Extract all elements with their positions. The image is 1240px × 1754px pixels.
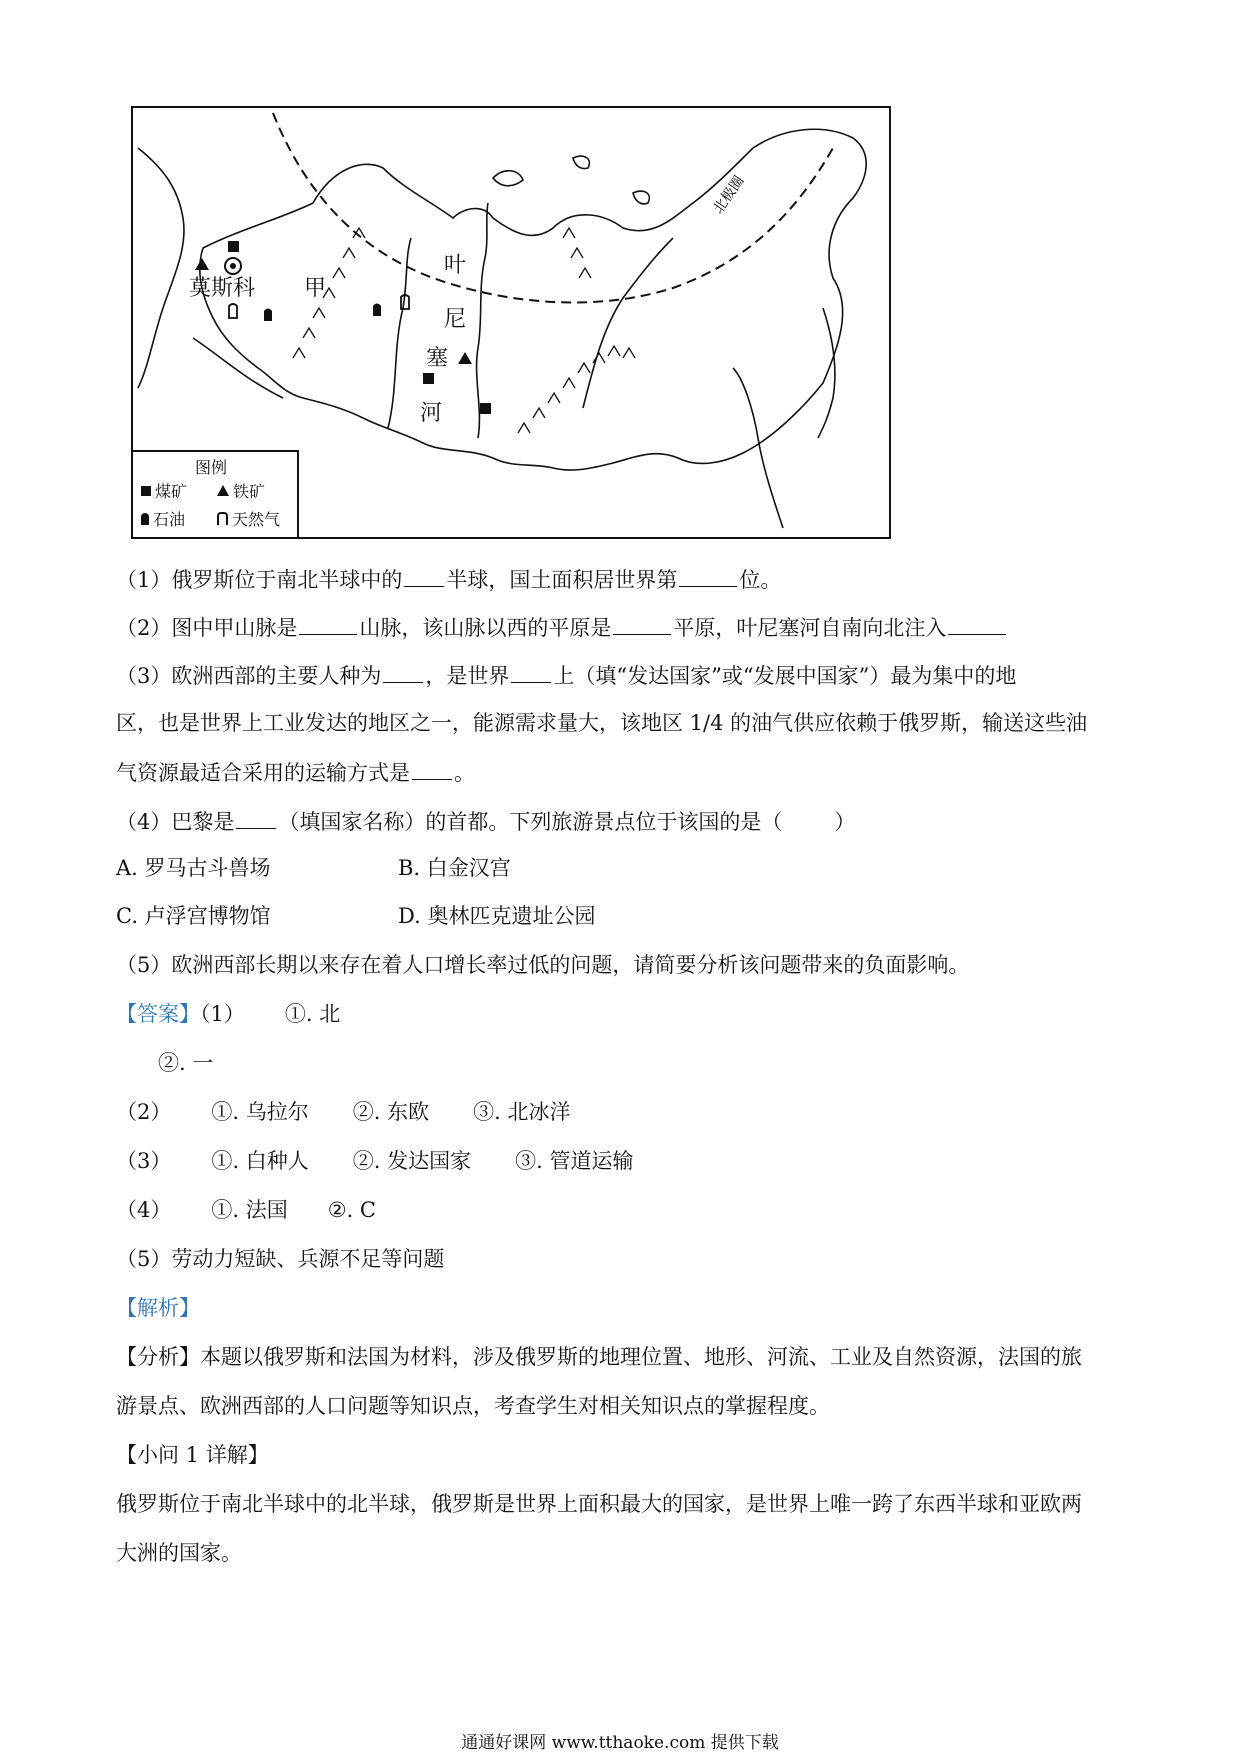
- question-3-line-2: 区，也是世界上工业发达的地区之一，能源需求量大，该地区 1/4 的油气供应依赖于俄罗斯，输送这些油: [116, 711, 1088, 735]
- blank: [948, 616, 1006, 635]
- map-label-ye: 叶: [444, 253, 467, 278]
- analysis-fenxi-line-2: 游景点、欧洲西部的人口问题等知识点，考查学生对相关知识点的掌握程度。: [116, 1394, 830, 1418]
- map-label-jia: 甲: [304, 276, 327, 301]
- oil-symbol: [264, 309, 272, 322]
- subquestion-1-label: 【小问 1 详解】: [116, 1443, 269, 1467]
- russia-map: [131, 106, 891, 539]
- coal-icon: [141, 486, 151, 496]
- legend-coal: 煤矿: [155, 482, 188, 501]
- blank: [299, 616, 357, 635]
- yenisei-river: [477, 203, 488, 438]
- question-4: （4）巴黎是 （填国家名称）的首都。下列旅游景点位于该国的是（ ）: [116, 810, 856, 834]
- question-2: （2）图中甲山脉是 山脉，该山脉以西的平原是 平原，叶尼塞河自南向北注入: [116, 616, 1008, 639]
- blank: [412, 761, 452, 780]
- answer-1-part-2: ②. 一: [158, 1051, 214, 1075]
- answer-5: （5）劳动力短缺、兵源不足等问题: [116, 1247, 445, 1271]
- iron-icon: [217, 485, 229, 496]
- legend-oil: 石油: [153, 510, 186, 529]
- question-3-line-3: 气资源最适合采用的运输方式是 。: [116, 761, 475, 785]
- blank: [404, 568, 444, 587]
- answer-3: （3） ①. 白种人 ②. 发达国家 ③. 管道运输: [116, 1149, 634, 1173]
- oil-icon: [141, 513, 149, 525]
- gas-icon: [217, 512, 228, 525]
- legend-gas: 天然气: [232, 510, 281, 529]
- map-label-moscow: 莫斯科: [189, 276, 256, 301]
- option-a: A. 罗马古斗兽场: [116, 856, 271, 880]
- map-legend: [133, 450, 299, 537]
- blank: [511, 664, 551, 683]
- option-c: C. 卢浮宫博物馆: [116, 904, 271, 928]
- arctic-circle: [273, 113, 833, 302]
- footer: 通通好课网 www.tthaoke.com 提供下载: [461, 1733, 779, 1753]
- answer-label: 【答案】: [116, 1002, 200, 1026]
- map-label-sai: 塞: [426, 346, 449, 371]
- option-d: D. 奥林匹克遗址公园: [398, 904, 596, 928]
- iron-symbol: [195, 258, 209, 270]
- answer-2: （2） ①. 乌拉尔 ②. 东欧 ③. 北冰洋: [116, 1100, 571, 1124]
- question-5: （5）欧洲西部长期以来存在着人口增长率过低的问题，请简要分析该问题带来的负面影响。: [116, 953, 970, 977]
- gas-symbol: [229, 304, 237, 318]
- analysis-fenxi-line-1: 【分析】本题以俄罗斯和法国为材料，涉及俄罗斯的地理位置、地形、河流、工业及自然资源，法国的旅: [116, 1345, 1082, 1369]
- map-label-ni: 尼: [444, 307, 467, 332]
- coal-symbol: [228, 241, 239, 252]
- analysis-label: 【解析】: [116, 1296, 200, 1320]
- question-3-line-1: （3）欧洲西部的主要人种为 ，是世界 上（填“发达国家”或“发展中国家”）最为集中的地: [116, 664, 1017, 688]
- blank: [383, 664, 423, 683]
- question-1: （1）俄罗斯位于南北半球中的 半球，国土面积居世界第 位。: [116, 568, 782, 592]
- subquestion-1-line-1: 俄罗斯位于南北半球中的北半球，俄罗斯是世界上面积最大的国家，是世界上唯一跨了东西半球和亚欧两: [116, 1492, 1082, 1516]
- map-label-he: 河: [420, 401, 443, 426]
- blank: [613, 616, 671, 635]
- answer-1: 【答案】（1） ①. 北: [116, 1002, 341, 1026]
- legend-iron: 铁矿: [233, 482, 266, 501]
- blank: [679, 568, 737, 587]
- blank: [236, 810, 276, 829]
- answer-4: （4） ①. 法国 ②. C: [116, 1198, 376, 1222]
- map-label-arctic-circle: 北极圈: [710, 173, 748, 217]
- option-b: B. 白金汉宫: [398, 856, 511, 880]
- subquestion-1-line-2: 大洲的国家。: [116, 1541, 242, 1565]
- legend-title: 图例: [195, 458, 228, 477]
